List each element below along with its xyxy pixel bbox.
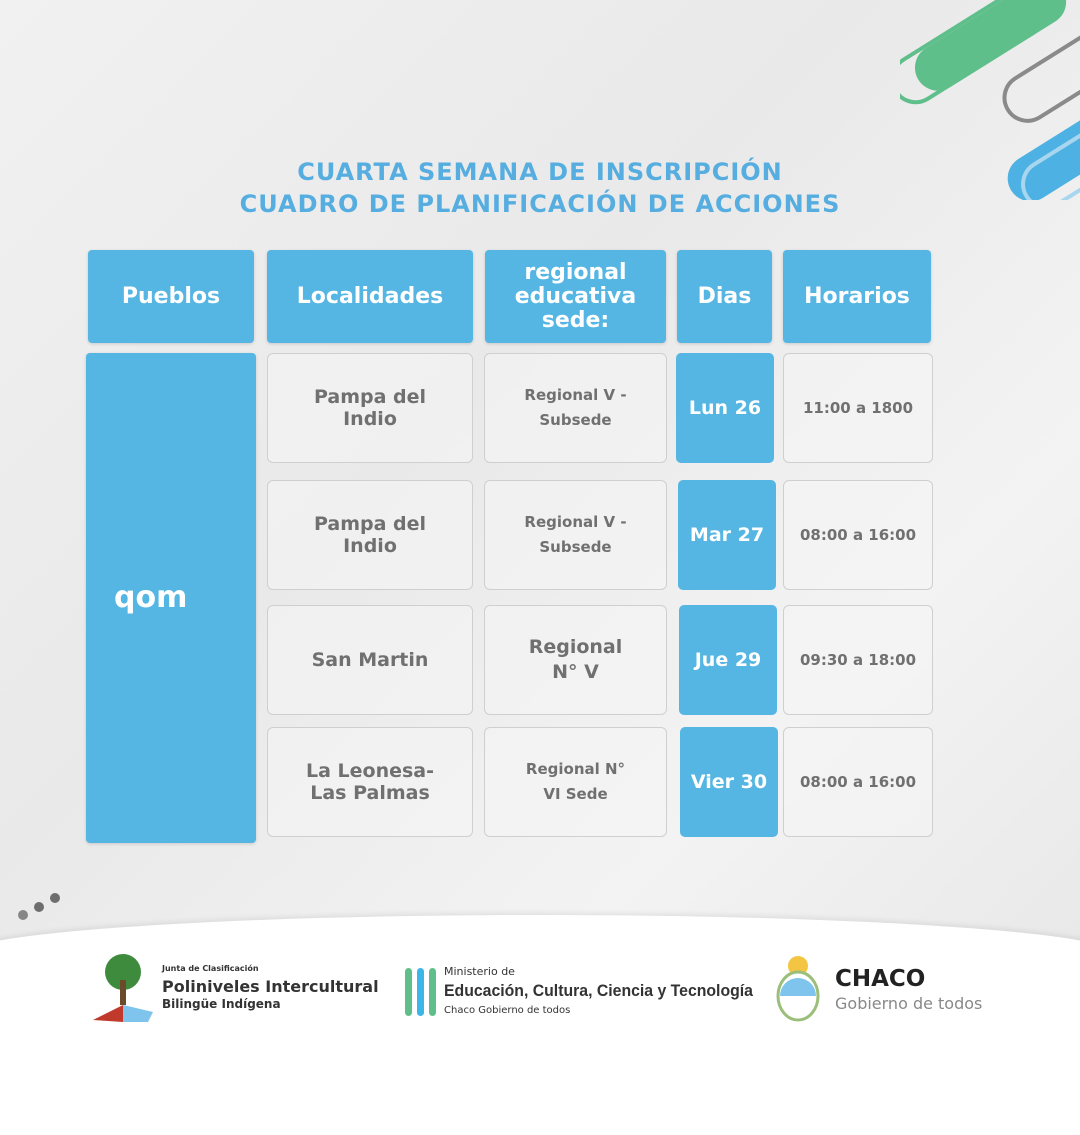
- chaco-coat-of-arms-icon: [770, 952, 826, 1028]
- header-dias: Dias: [677, 250, 772, 343]
- horario-cell: 08:00 a 16:00: [783, 727, 933, 837]
- localidad-cell: La Leonesa- Las Palmas: [267, 727, 473, 837]
- header-pueblos: Pueblos: [88, 250, 254, 343]
- title-line-2: CUADRO DE PLANIFICACIÓN DE ACCIONES: [239, 190, 841, 218]
- logo1-sub: Bilingüe Indígena: [162, 997, 281, 1011]
- header-localidades: Localidades: [267, 250, 473, 343]
- dot: [50, 893, 60, 903]
- pueblo-cell: qom: [86, 353, 256, 843]
- logo2-small: Ministerio de: [444, 965, 515, 978]
- dot: [18, 910, 28, 920]
- logo2-sub: Chaco Gobierno de todos: [444, 1005, 571, 1016]
- horario-cell: 11:00 a 1800: [783, 353, 933, 463]
- dia-cell: Jue 29: [679, 605, 777, 715]
- logo2-main: Educación, Cultura, Ciencia y Tecnología: [444, 981, 753, 1000]
- logo1-small: Junta de Clasificación: [162, 964, 259, 973]
- dia-cell: Mar 27: [678, 480, 776, 590]
- ministry-bars-icon: [404, 968, 438, 1016]
- header-regional: regional educativa sede:: [485, 250, 666, 343]
- localidad-cell: San Martin: [267, 605, 473, 715]
- logo3-main: CHACO: [835, 966, 926, 992]
- regional-cell: Regional N° V: [484, 605, 667, 715]
- dia-cell: Vier 30: [680, 727, 778, 837]
- header-horarios: Horarios: [783, 250, 931, 343]
- logo1-main: Poliniveles Intercultural: [162, 977, 379, 996]
- dia-cell: Lun 26: [676, 353, 774, 463]
- dot: [34, 902, 44, 912]
- localidad-cell: Pampa del Indio: [267, 353, 473, 463]
- logo3-sub: Gobierno de todos: [835, 994, 983, 1013]
- regional-cell: Regional V - Subsede: [484, 480, 667, 590]
- tree-book-logo-icon: [88, 950, 158, 1025]
- horario-cell: 09:30 a 18:00: [783, 605, 933, 715]
- localidad-cell: Pampa del Indio: [267, 480, 473, 590]
- title-line-1: CUARTA SEMANA DE INSCRIPCIÓN: [297, 158, 783, 186]
- regional-cell: Regional V - Subsede: [484, 353, 667, 463]
- footer: [0, 915, 1080, 1135]
- horario-cell: 08:00 a 16:00: [783, 480, 933, 590]
- regional-cell: Regional N° VI Sede: [484, 727, 667, 837]
